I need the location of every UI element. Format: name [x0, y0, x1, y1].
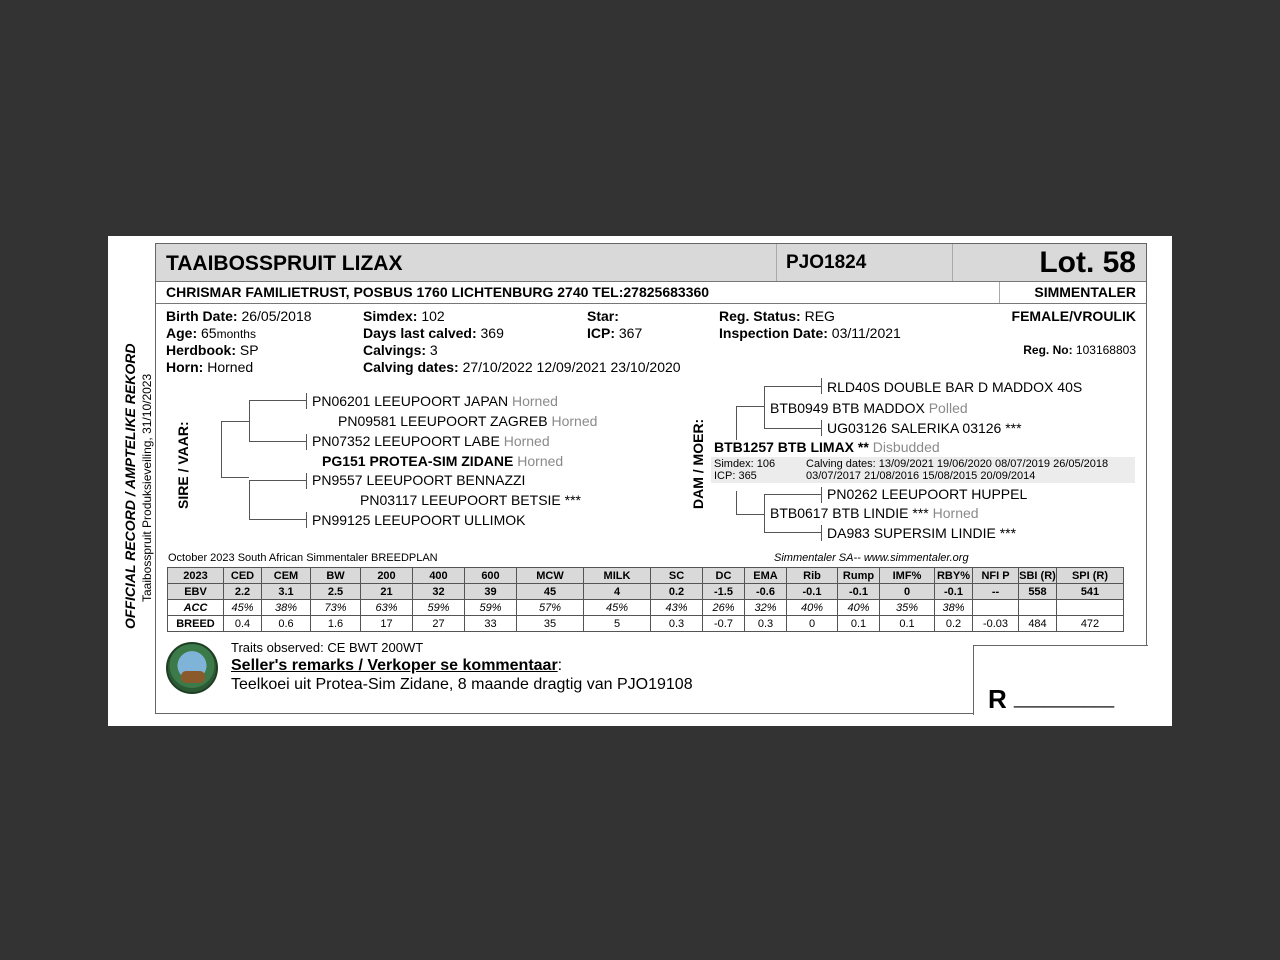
- table-cell: Rump: [838, 568, 880, 584]
- table-cell: MCW: [517, 568, 584, 584]
- sire-sire-dam: PN09581 LEEUPOORT ZAGREB Horned: [338, 413, 598, 429]
- table-cell: 39: [465, 584, 517, 600]
- ebv-table: [167, 567, 1124, 632]
- dam-sire: BTB0949 BTB MADDOX Polled: [770, 400, 968, 416]
- sire-dam-sire: PN03117 LEEUPOORT BETSIE ***: [360, 492, 581, 508]
- table-cell: 26%: [703, 600, 745, 616]
- table-cell: 0.6: [262, 616, 311, 632]
- table-cell: 21: [361, 584, 413, 600]
- table-cell: NFI P: [973, 568, 1019, 584]
- table-cell: 45%: [224, 600, 262, 616]
- dam-calving-dates-1: Calving dates: 13/09/2021 19/06/2020 08/07/2019 26/05/2018: [806, 458, 1109, 470]
- calvings: Calvings: 3: [363, 342, 438, 358]
- table-cell: 59%: [465, 600, 517, 616]
- sellers-remarks-title: Seller's remarks / Verkoper se kommentaar:: [231, 657, 563, 674]
- herdbook: Herdbook: SP: [166, 342, 259, 358]
- table-cell: 0.4: [224, 616, 262, 632]
- table-cell: Rib: [787, 568, 838, 584]
- table-row: [168, 616, 1124, 632]
- table-cell: 2023: [168, 568, 224, 584]
- table-cell: 27: [413, 616, 465, 632]
- table-cell: 32: [413, 584, 465, 600]
- table-cell: -0.1: [838, 584, 880, 600]
- traits-observed: Traits observed: CE BWT 200WT: [231, 640, 424, 655]
- table-cell: CEM: [262, 568, 311, 584]
- table-cell: 59%: [413, 600, 465, 616]
- table-cell: CED: [224, 568, 262, 584]
- table-cell: 45%: [584, 600, 651, 616]
- title-bar: [156, 244, 1146, 282]
- breedplan-website: Simmentaler SA-- www.simmentaler.org: [774, 552, 969, 564]
- dam-name: BTB1257 BTB LIMAX ** Disbudded: [714, 439, 940, 455]
- table-cell: 38%: [935, 600, 973, 616]
- table-cell: 43%: [651, 600, 703, 616]
- table-cell: 0.3: [745, 616, 787, 632]
- table-cell: 38%: [262, 600, 311, 616]
- table-cell: 0.3: [651, 616, 703, 632]
- table-cell: 35%: [880, 600, 935, 616]
- owner-bar: [156, 282, 1146, 304]
- sire-name: PG151 PROTEA-SIM ZIDANE Horned: [322, 453, 564, 469]
- table-cell: 4: [584, 584, 651, 600]
- table-cell: -0.7: [703, 616, 745, 632]
- table-cell: 0: [787, 616, 838, 632]
- table-cell: 3.1: [262, 584, 311, 600]
- birth-date: Birth Date: 26/05/2018: [166, 308, 312, 324]
- table-cell: 63%: [361, 600, 413, 616]
- owner-info: CHRISMAR FAMILIETRUST, POSBUS 1760 LICHTENBURG 2740 TEL:27825683360: [166, 284, 710, 300]
- lot-record-card: [108, 236, 1172, 726]
- table-cell: RBY%: [935, 568, 973, 584]
- sire-sire-sire: PN06201 LEEUPOORT JAPAN Horned: [312, 393, 558, 409]
- table-cell: [1057, 600, 1124, 616]
- star: Star:: [587, 308, 619, 324]
- table-cell: 0: [880, 584, 935, 600]
- table-cell: SBI (R): [1019, 569, 1056, 582]
- table-cell: 400: [413, 568, 465, 584]
- days-last-calved: Days last calved: 369: [363, 325, 504, 341]
- dam-icp: ICP: 365: [714, 470, 757, 482]
- sex-label: FEMALE/VROULIK: [1011, 308, 1136, 324]
- table-cell: 541: [1057, 584, 1124, 600]
- price-blank[interactable]: __________: [1014, 688, 1115, 708]
- table-cell: EMA: [745, 568, 787, 584]
- table-cell: [973, 600, 1019, 616]
- table-cell: 32%: [745, 600, 787, 616]
- table-cell: 0.1: [880, 616, 935, 632]
- price-label: R: [988, 684, 1007, 714]
- sire-dam: PN9557 LEEUPOORT BENNAZZI: [312, 472, 526, 488]
- price-box: [973, 645, 1148, 715]
- simdex: Simdex: 102: [363, 308, 445, 324]
- table-cell: BW: [311, 568, 361, 584]
- sire-dam-dam: PN99125 LEEUPOORT ULLIMOK: [312, 512, 526, 528]
- table-cell: 2.2: [224, 584, 262, 600]
- table-cell: 0.2: [651, 584, 703, 600]
- table-cell: BREED: [168, 616, 224, 632]
- table-cell: IMF%: [880, 568, 935, 584]
- table-cell: DC: [703, 568, 745, 584]
- table-cell: -1.5: [703, 584, 745, 600]
- table-cell: 33: [465, 616, 517, 632]
- dam-info-box: [711, 457, 1135, 483]
- lot-number: Lot. 58: [1039, 246, 1136, 279]
- table-cell: 57%: [517, 600, 584, 616]
- table-cell: 2.5: [311, 584, 361, 600]
- dam-calving-dates-2: 03/07/2017 21/08/2016 15/08/2015 20/09/2014: [806, 470, 1036, 482]
- reg-status: Reg. Status: REG: [719, 308, 835, 324]
- dam-dam: BTB0617 BTB LINDIE *** Horned: [770, 505, 979, 521]
- table-row: [168, 568, 1124, 584]
- table-cell: 600: [465, 568, 517, 584]
- table-cell: 0.2: [935, 616, 973, 632]
- table-cell: 558: [1019, 584, 1057, 600]
- table-cell: [1019, 600, 1057, 616]
- table-cell: 0.1: [838, 616, 880, 632]
- animal-id: PJO1824: [786, 252, 867, 273]
- dam-label: DAM / MOER:: [690, 418, 706, 509]
- reg-number: Reg. No: 103168803: [1023, 343, 1136, 357]
- horn-status: Horn: Horned: [166, 359, 254, 375]
- table-cell: 35: [517, 616, 584, 632]
- table-cell: 40%: [787, 600, 838, 616]
- table-cell: --: [973, 584, 1019, 600]
- table-cell: -0.1: [935, 584, 973, 600]
- table-row: [168, 600, 1124, 616]
- dam-dam-dam: DA983 SUPERSIM LINDIE ***: [827, 525, 1017, 541]
- icp: ICP: 367: [587, 325, 643, 341]
- dam-sire-sire: RLD40S DOUBLE BAR D MADDOX 40S: [827, 379, 1083, 395]
- table-cell: 472: [1057, 616, 1124, 632]
- animal-name: TAAIBOSSPRUIT LIZAX: [166, 252, 403, 275]
- table-cell: MILK: [584, 568, 651, 584]
- official-record-label: OFFICIAL RECORD / AMPTELIKE REKORD: [122, 343, 138, 629]
- breed-label: SIMMENTALER: [1034, 284, 1136, 300]
- table-cell: ACC: [168, 600, 224, 616]
- table-cell: EBV: [168, 584, 224, 600]
- dam-dam-sire: PN0262 LEEUPOORT HUPPEL: [827, 486, 1028, 502]
- table-cell: -0.6: [745, 584, 787, 600]
- table-cell: 200: [361, 568, 413, 584]
- table-cell: 484: [1019, 616, 1057, 632]
- table-cell: -0.1: [787, 584, 838, 600]
- auction-label: Taaibosspruit Produksieveiling, 31/10/2023: [140, 373, 154, 602]
- table-cell: 17: [361, 616, 413, 632]
- inspection-date: Inspection Date: 03/11/2021: [719, 325, 901, 341]
- breedplan-caption: October 2023 South African Simmentaler BREEDPLAN: [168, 552, 438, 564]
- age: Age: 65months: [166, 325, 256, 341]
- table-cell: 5: [584, 616, 651, 632]
- table-cell: SPI (R): [1057, 568, 1124, 584]
- sire-label: SIRE / VAAR:: [175, 421, 191, 509]
- table-row: [168, 584, 1124, 600]
- sire-sire: PN07352 LEEUPOORT LABE Horned: [312, 433, 550, 449]
- table-cell: 45: [517, 584, 584, 600]
- dam-sire-dam: UG03126 SALERIKA 03126 ***: [827, 420, 1022, 436]
- table-cell: 1.6: [311, 616, 361, 632]
- table-cell: 73%: [311, 600, 361, 616]
- calving-dates: Calving dates: 27/10/2022 12/09/2021 23/10/2020: [363, 359, 681, 375]
- sellers-remarks: Teelkoei uit Protea-Sim Zidane, 8 maande dragtig van PJO19108: [231, 676, 693, 693]
- simmentaler-logo: [166, 642, 218, 694]
- dam-simdex: Simdex: 106: [714, 458, 776, 470]
- table-cell: -0.03: [973, 616, 1019, 632]
- table-cell: 40%: [838, 600, 880, 616]
- table-cell: SC: [651, 568, 703, 584]
